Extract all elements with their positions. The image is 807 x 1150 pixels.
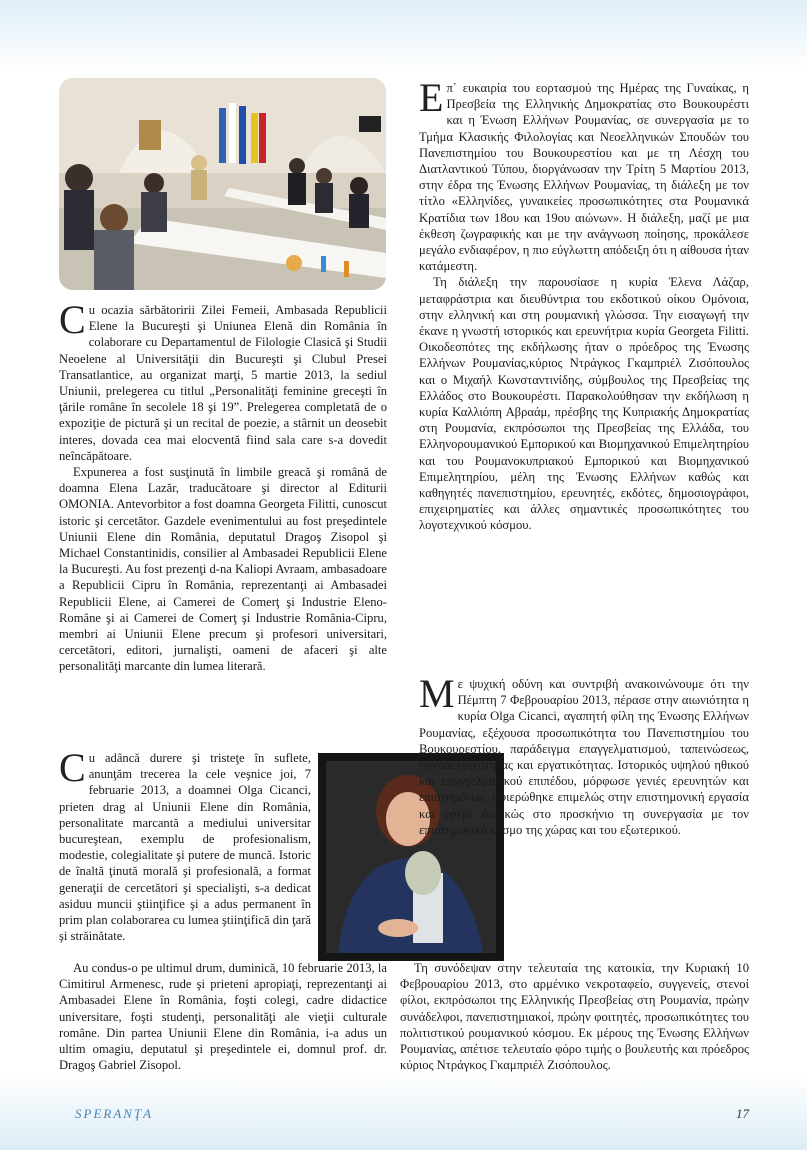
drop-cap: C: [59, 297, 86, 342]
event-photo-image: [59, 78, 386, 290]
drop-cap: Ε: [419, 75, 444, 120]
right-column-obituary-cont: [400, 960, 749, 1073]
left-column: [59, 297, 387, 675]
event-photo: [59, 78, 386, 290]
ro-article-1-para-2: Expunerea a fost susţinută în limbile greacă şi română de doamna Elena Lazăr, traducătoare şi director al Editurii OMONIA. Antevorbitor a fost doamna Georgeta Filitti, cunoscut istoric şi cercetător. Gazdele evenimentului au fost preşedintele Uniunii Elene din România, deputatul Dragoş Zisopol şi Michael Constantinidis, consilier al Ambasadei Republicii Elene la Bucureşti. Au fost prezenţi d-na Kaliopi Avraam, ambasadoare a Republicii Cipru în România, reprezentanţi ai Ambasadei Republicii Elene, ai Camerei de Comerţ şi Industrie Eleno-Române şi ai Camerei de Comerţ şi Industrie România-Cipru, membri ai Uniunii Elene precum şi profesori universitari, cercetători, editori, jurnalişti, oameni de afaceri şi alte personalităţi marcante din lumea literară.: [59, 465, 387, 674]
gr-article-1-para-1: Επ΄ ευκαιρία του εορτασμού της Ημέρας της Γυναίκας, η Πρεσβεία της Ελληνικής Δημοκρατίας στο Βουκουρέστι και η Ένωση Ελλήνων Ρουμανίας, σε συνεργασία με το Τμήμα Κλασικής Φιλολογίας και Νεοελληνικών Σπουδών του Πανεπιστημίου του Βουκουρεστίου και με τη Λέσχη του Διατλαντικού Τύπου, διοργάνωσαν την Τρίτη 5 Μαρτίου 2013, στην έδρα της Ένωσης Ελλήνων Ρουμανίας, τη διάλεξη με τον τίτλο «Ελληνίδες, γυναικείες προσωπικότητες στα Ρουμανικά Κρατίδια των 18ου και 19ου αιώνων». Η διάλεξη, μαζί με μια έκθεση ζωγραφικής και με την ανάγνωση ποίησης, προκάλεσε μεγάλο ενδιαφέρον, η πιο εύγλωττη απόδειξη ότι η αίθουσα ήταν κατάμεστη.: [419, 75, 749, 274]
magazine-name: SPERANŢA: [75, 1106, 154, 1121]
gr-article-2-para-2: Τη συνόδεψαν στην τελευταία της κατοικία, την Κυριακή 10 Φεβρουαρίου 2013, στο αρμένικο νεκροταφείο, συγγενείς, στενοί φίλοι, εκπρόσωποι της Ελληνικής Πρεσβείας στη Ρουμανία, πρώην συνάδελφοι, πανεπιστημιακοί, πρώην φοιτητές, προσωπικότητες του πολιτιστικού ρουμανικού κόσμου. Εκ μέρους της Ένωσης Ελλήνων Ρουμανίας, απέτισε τελευταίο φόρο τιμής ο βουλευτής και πρόεδρος κύριος Ντράγκος Γκαμπριέλ Ζισόπουλος.: [400, 961, 749, 1073]
right-column: [419, 75, 749, 534]
left-column-obituary: [59, 745, 311, 944]
right-column-obituary: [419, 671, 749, 838]
drop-cap: C: [59, 745, 86, 790]
page-number: 17: [736, 1106, 749, 1121]
ro-article-1-para-1: Cu ocazia sărbătoririi Zilei Femeii, Ambasada Republicii Elene la Bucureşti şi Uniunea Elenă din România în colaborare cu Departamentul de Filologie Clasică şi Studii Neoelene al Universităţii din Bucureşti şi Clubul Presei Transatlantice, au organizat marţi, 5 martie 2013, la sediul Uniunii, prelegerea cu titlul „Personalităţi feminine greceşti în ţările române în secolele 18 şi 19”. Prelegerea completată de o expoziţie de pictură şi un recital de poezie, a stârnit un deosebit interes, dovada cea mai elocventă fiind sala care s-a dovedit neîncăpătoare.: [59, 297, 387, 463]
gr-article-1-para-2: Τη διάλεξη την παρουσίασε η κυρία Έλενα Λάζαρ, μεταφράστρια και διευθύντρια του εκδοτικού οίκου Ομόνοια, στην ελληνική και στη ρουμανική γλώσσα. Την εισαγωγή την έκανε η γνωστή ιστορικός και ερευνήτρια κυρία Georgeta Filitti. Οικοδεσπότες της εκδήλωσης ήταν ο πρόεδρος της Ένωσης Ελλήνων Ρουμανίας,κύριος Ντράγκος Γκαμπριέλ Ζισόπουλος και ο Μιχαήλ Κωνσταντινίδης, σύμβουλος της Πρεσβείας της Ελλάδος στο Βουκουρέστι. Παρακολούθησαν την εκδήλωση η κυρία Καλλιόπη Αβραάμ, πρέσβης της Κυπριακής Δημοκρατίας στη Ρουμανία, εκπρόσωποι της Πρεσβείας της Ελλάδα, του Ελληνορουμανικού Εμπορικού και Βιομηχανικού Επιμελητηρίου και του Ρουμανοκυπριακού Εμπορικού και Βιομηχανικού Επιμελητηρίου, μέλη της Ένωσης Ελλήνων καθώς και καθηγητές πανεπιστημίου, ερευνητές, εκδότες, δημοσιογράφοι, επιχειρηματίες και άλλες σημαντικές προσωπικότητες του λογοτεχνικού κόσμου.: [419, 275, 749, 533]
drop-cap: Μ: [419, 671, 455, 716]
ro-article-2-para-2: Au condus-o pe ultimul drum, duminică, 10 februarie 2013, la Cimitirul Armenesc, rude şi prieteni apropiaţi, reprezentanţi ai Ambasadei Elene în România, foşti colegi, cadre didactice universitare, foşti studenţi, personalităţi ale vieţii culturale române. Din partea Uniunii Elene din România, i-a adus un ultim omagiu, deputatul şi preşedintele ei, domnul prof. dr. Dragoş Gabriel Zisopol.: [59, 961, 387, 1073]
left-column-obituary-cont: [59, 960, 387, 1073]
ro-article-2-para-1: Cu adâncă durere şi tristeţe în suflete, anunţăm trecerea la cele veşnice joi, 7 februarie 2013, a doamnei Olga Cicanci, prieten drag al Uniunii Elene din România, personalitate marcantă a mediului universitar bucureştean, exemplu de profesionalism, modestie, colegialitate şi putere de muncă. Istoric de înaltă ţinută morală şi profesională, a format generaţii de cercetători şi specialişti, s-a dedicat asiduu muncii ştiinţifice şi a adus permanent în prim plan colaborarea cu lumea ştiinţifică din ţară şi străinătate.: [59, 745, 311, 944]
gr-article-2-intro: Με ψυχική οδύνη και συντριβή ανακοινώνουμε ότι την Πέμπτη 7 Φεβρουαρίου 2013, πέρασε στην αιωνιότητα η κυρία Olga Cicanci, αγαπητή φίλη της Ένωσης Ελλήνων Ρουμανίας, εξέχουσα προσωπικότητα του Πανεπιστημίου του Βουκουρεστίου, παράδειγμα επαγγελματισμού, ταπεινώσεως, συναδελφικότητας και εργατικότητας. Ιστορικός υψηλού ηθικού και επαγγελματικού επιπέδου, μόρφωσε γενιές ερευνητών και επιστημόνων, αφιερώθηκε επιμελώς στην επιστημονική εργασία και έφερε διαρκώς στο προσκήνιο τη συνεργασία με τον επιστημονικό κόσμο της χώρας και του εξωτερικού.: [419, 671, 749, 837]
